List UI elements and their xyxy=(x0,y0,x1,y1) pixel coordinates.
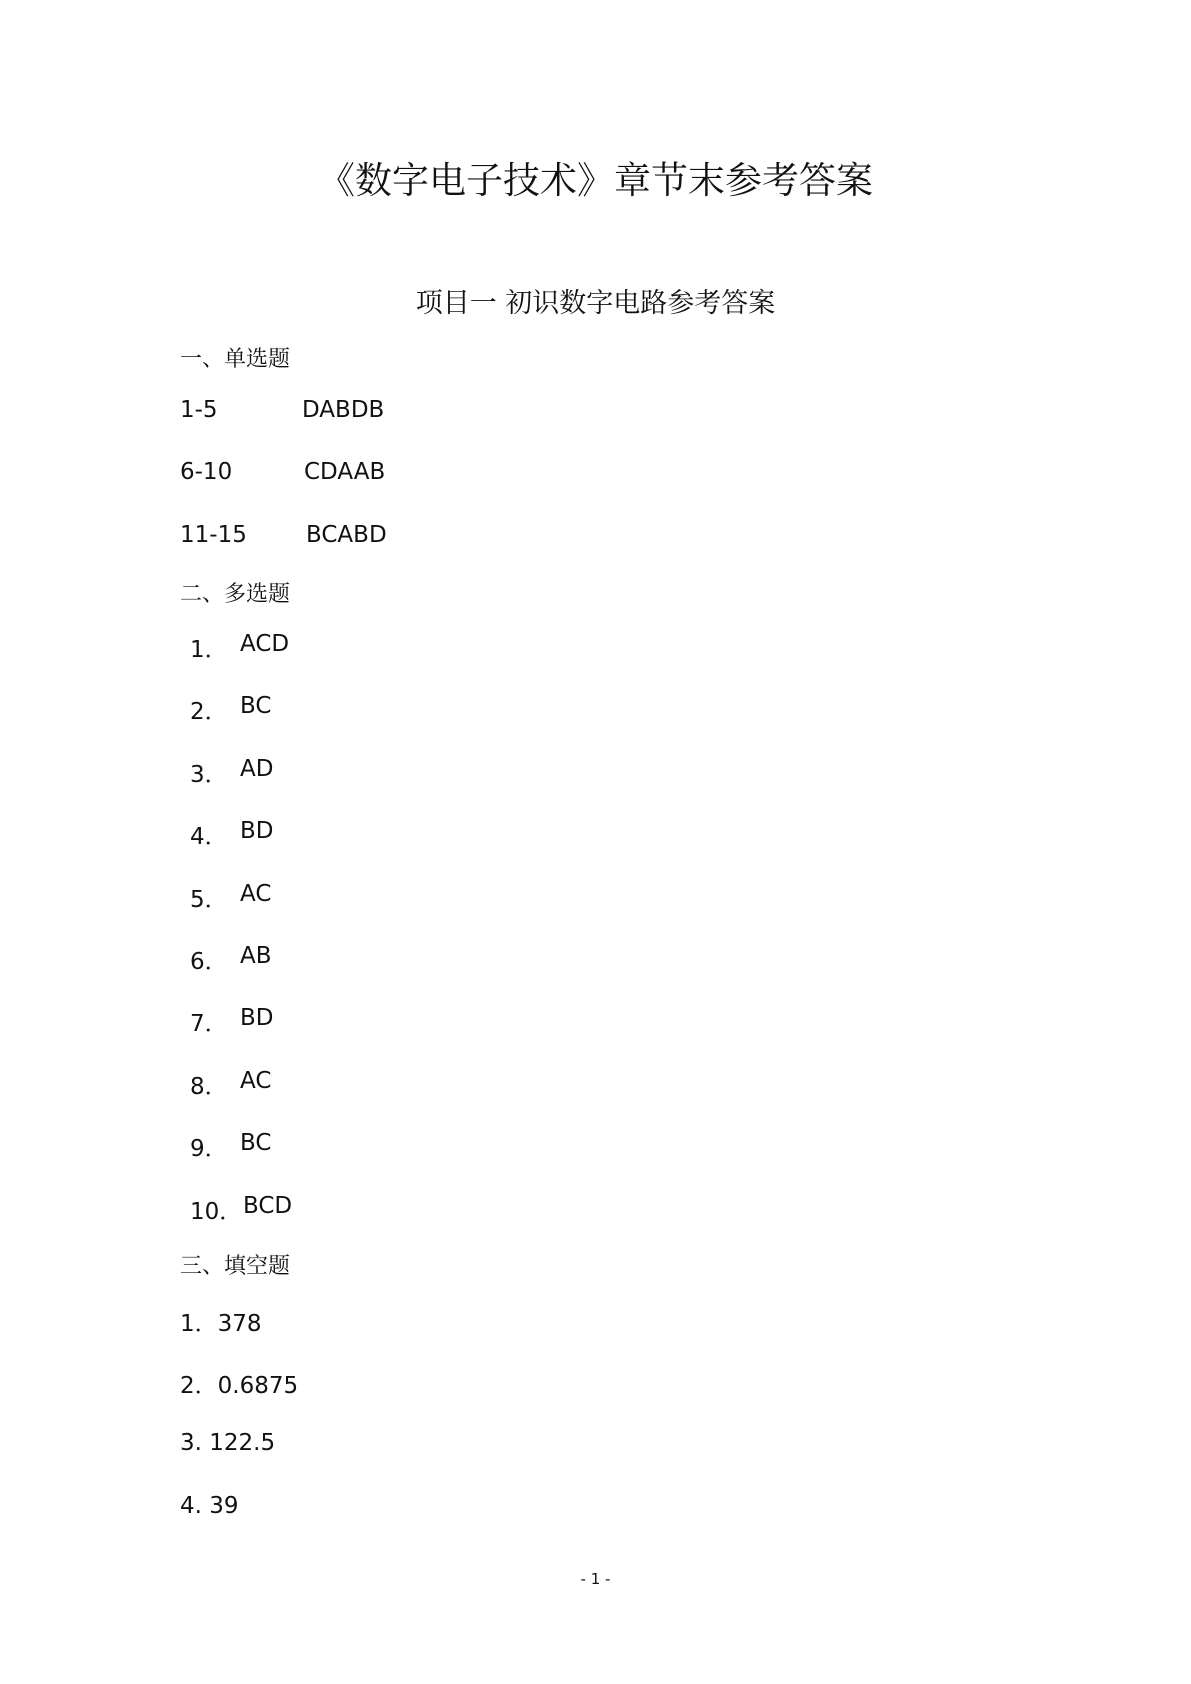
item-answer: AC xyxy=(240,881,272,907)
answer-range: 1-5 xyxy=(180,397,218,423)
item-number: 2． xyxy=(190,699,228,725)
item-number: 5． xyxy=(190,887,228,913)
item-number: 8． xyxy=(190,1074,228,1100)
section-heading-single-choice: 一、单选题 xyxy=(180,347,291,372)
project-subtitle: 项目一 初识数字电路参考答案 xyxy=(415,288,776,319)
item-answer: AC xyxy=(240,1068,272,1094)
item-answer: AB xyxy=(240,943,272,969)
item-answer: BC xyxy=(240,693,272,719)
item-number: 3． xyxy=(190,762,228,788)
item-number: 7． xyxy=(190,1011,228,1037)
document-title: 《数字电子技术》章节末参考答案 xyxy=(318,159,873,202)
item-answer: ACD xyxy=(240,631,290,657)
fill-in-item: 3. 122.5 xyxy=(180,1430,276,1456)
fill-in-item: 2．0.6875 xyxy=(180,1373,299,1399)
answer-letters: CDAAB xyxy=(304,459,386,485)
section-heading-multiple-choice: 二、多选题 xyxy=(180,582,291,607)
item-answer: BC xyxy=(240,1130,272,1156)
fill-in-item: 4. 39 xyxy=(180,1493,239,1519)
section-heading-fill-in: 三、填空题 xyxy=(180,1254,291,1279)
answer-range: 11-15 xyxy=(180,522,247,548)
item-number: 9． xyxy=(190,1136,228,1162)
item-number: 10． xyxy=(190,1199,243,1225)
item-answer: BD xyxy=(240,1005,274,1031)
item-answer: BCD xyxy=(243,1193,293,1219)
answer-letters: DABDB xyxy=(302,397,385,423)
item-number: 4． xyxy=(190,824,228,850)
item-answer: BD xyxy=(240,818,274,844)
fill-in-item: 1．378 xyxy=(180,1311,262,1337)
item-answer: AD xyxy=(240,756,274,782)
item-number: 6． xyxy=(190,949,228,975)
answer-letters: BCABD xyxy=(306,522,387,548)
item-number: 1． xyxy=(190,637,228,663)
page-number: - 1 - xyxy=(580,1570,611,1588)
answer-range: 6-10 xyxy=(180,459,233,485)
